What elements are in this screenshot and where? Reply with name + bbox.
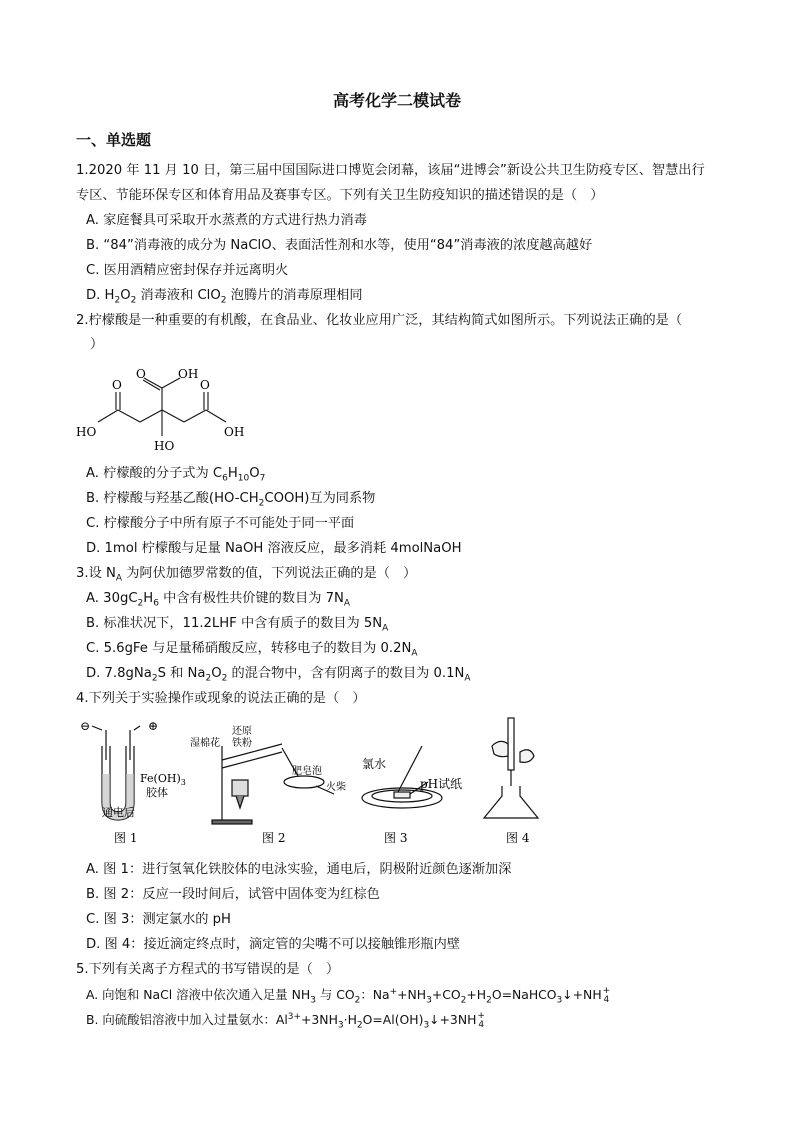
fig4-caption: 图 4 [506, 831, 530, 845]
fig2-caption: 图 2 [262, 831, 286, 845]
q2-option-a: A. 柠檬酸的分子式为 $C_6H_{10}O_7$ [86, 466, 266, 484]
struct-ho-bottom: HO [154, 439, 175, 453]
fig1-minus: ⊖ [80, 719, 91, 733]
q5-option-b: B. 向硫酸铝溶液中加入过量氨水：$Al^{3+}+3NH_3\cdot H_2O=Al(OH)_3↓+3NH$ + 4 [86, 1010, 485, 1031]
section-heading: 一、单选题 [76, 131, 152, 149]
struct-oh-right: OH [224, 425, 245, 439]
q4-option-b: B. 图 2：反应一段时间后，试管中固体变为红棕色 [86, 887, 380, 902]
fig2-match: 火柴 [326, 782, 346, 793]
q2-stem-line1: 2.柠檬酸是一种重要的有机酸，在食品业、化妆业应用广泛，其结构简式如图所示。下列说法正确的是（ [76, 313, 683, 328]
q5-a-ion-charge: + 4 [602, 985, 611, 1005]
q3-option-d: D. 7.8gNa$_2$S 和 $Na_2O_2$ 的混合物中，含有阴离子的数目为 $0.1N_A$ [86, 666, 471, 684]
q2-option-c: C. 柠檬酸分子中所有原子不可能处于同一平面 [86, 516, 355, 531]
q2-option-d: D. 1mol 柠檬酸与足量 NaOH 溶液反应，最多消耗 4molNaOH [86, 541, 462, 556]
fig2-soap: 肥皂泡 [292, 766, 322, 777]
struct-oh-top: OH [178, 367, 199, 381]
fig2-iron-2: 铁粉 [232, 738, 252, 749]
fig3-chlorine: 氯水 [362, 757, 387, 771]
q4-option-c: C. 图 3：测定氯水的 pH [86, 912, 231, 927]
citric-acid-structure [70, 358, 280, 458]
struct-o-right: O [200, 378, 210, 392]
q4-figures [72, 716, 542, 848]
q1-stem-line1: 1.2020 年 11 月 10 日，第三届中国国际进口博览会闭幕，该届“进博会”新设公共卫生防疫专区、智慧出行 [76, 163, 705, 178]
fig2-cotton: 湿棉花 [190, 738, 220, 749]
q3-option-a: A. $30gC_2H_6$ 中含有极性共价键的数目为 $7N_A$ [86, 591, 350, 609]
q4-option-a: A. 图 1：进行氢氧化铁胶体的电泳实验，通电后，阴极附近颜色逐渐加深 [86, 862, 512, 877]
q5-stem: 5.下列有关离子方程式的书写错误的是（ ） [76, 962, 340, 977]
q1-option-c: C. 医用酒精应密封保存并远离明火 [86, 263, 289, 278]
fig1-fe-label: $Fe(OH)_3$ [140, 772, 186, 787]
q3-option-b: B. 标准状况下，11.2LHF 中含有质子的数目为 $5N_A$ [86, 616, 389, 634]
q1-option-b: B. “84”消毒液的成分为 NaClO、表面活性剂和水等，使用“84”消毒液的浓度越高越好 [86, 238, 593, 253]
fig1-plus: ⊕ [148, 719, 159, 733]
fig1-after-label: 通电后 [102, 806, 135, 819]
q3-option-c: C. 5.6gFe 与足量稀硝酸反应，转移电子的数目为 $0.2N_A$ [86, 641, 418, 659]
q1-option-a: A. 家庭餐具可采取开水蒸煮的方式进行热力消毒 [86, 213, 367, 228]
q3-stem: 3.设 $N_A$ 为阿伏加德罗常数的值，下列说法正确的是（ ） [76, 566, 417, 584]
q4-option-d: D. 图 4：接近滴定终点时，滴定管的尖嘴不可以接触锥形瓶内壁 [86, 937, 460, 952]
figure-2-apparatus [212, 744, 334, 824]
struct-ho-left: HO [76, 425, 97, 439]
fig3-caption: 图 3 [384, 831, 408, 845]
q5-b-ion-charge: + 4 [477, 1010, 485, 1030]
exam-title: 高考化学二模试卷 [332, 91, 461, 110]
struct-o-top: O [136, 367, 146, 381]
fig1-caption: 图 1 [114, 831, 138, 845]
fig3-paper: pH试纸 [420, 777, 463, 791]
fig2-iron-1: 还原 [232, 726, 252, 737]
q1-stem-line2: 专区、节能环保专区和体育用品及赛事专区。下列有关卫生防疫知识的描述错误的是（ ） [76, 188, 604, 203]
q4-stem: 4.下列关于实验操作或现象的说法正确的是（ ） [76, 691, 366, 706]
q1-option-d: D. $H_2O_2$ 消毒液和 ClO$_2$ 泡腾片的消毒原理相同 [86, 288, 363, 306]
struct-o-left: O [112, 378, 122, 392]
figure-4-titration [484, 718, 538, 818]
q5-option-a: A. 向饱和 NaCl 溶液中依次通入足量 $NH_3$ 与 $CO_2$：$Na^++NH_3+CO_2+H_2O=NaHCO_3↓+NH$ + 4 [86, 985, 611, 1006]
q2-stem-line2: ） [90, 337, 104, 352]
fig1-colloid-label: 胶体 [146, 786, 168, 799]
q2-option-b: B. 柠檬酸与羟基乙酸$(HO-CH_2COOH)$互为同系物 [86, 491, 376, 509]
